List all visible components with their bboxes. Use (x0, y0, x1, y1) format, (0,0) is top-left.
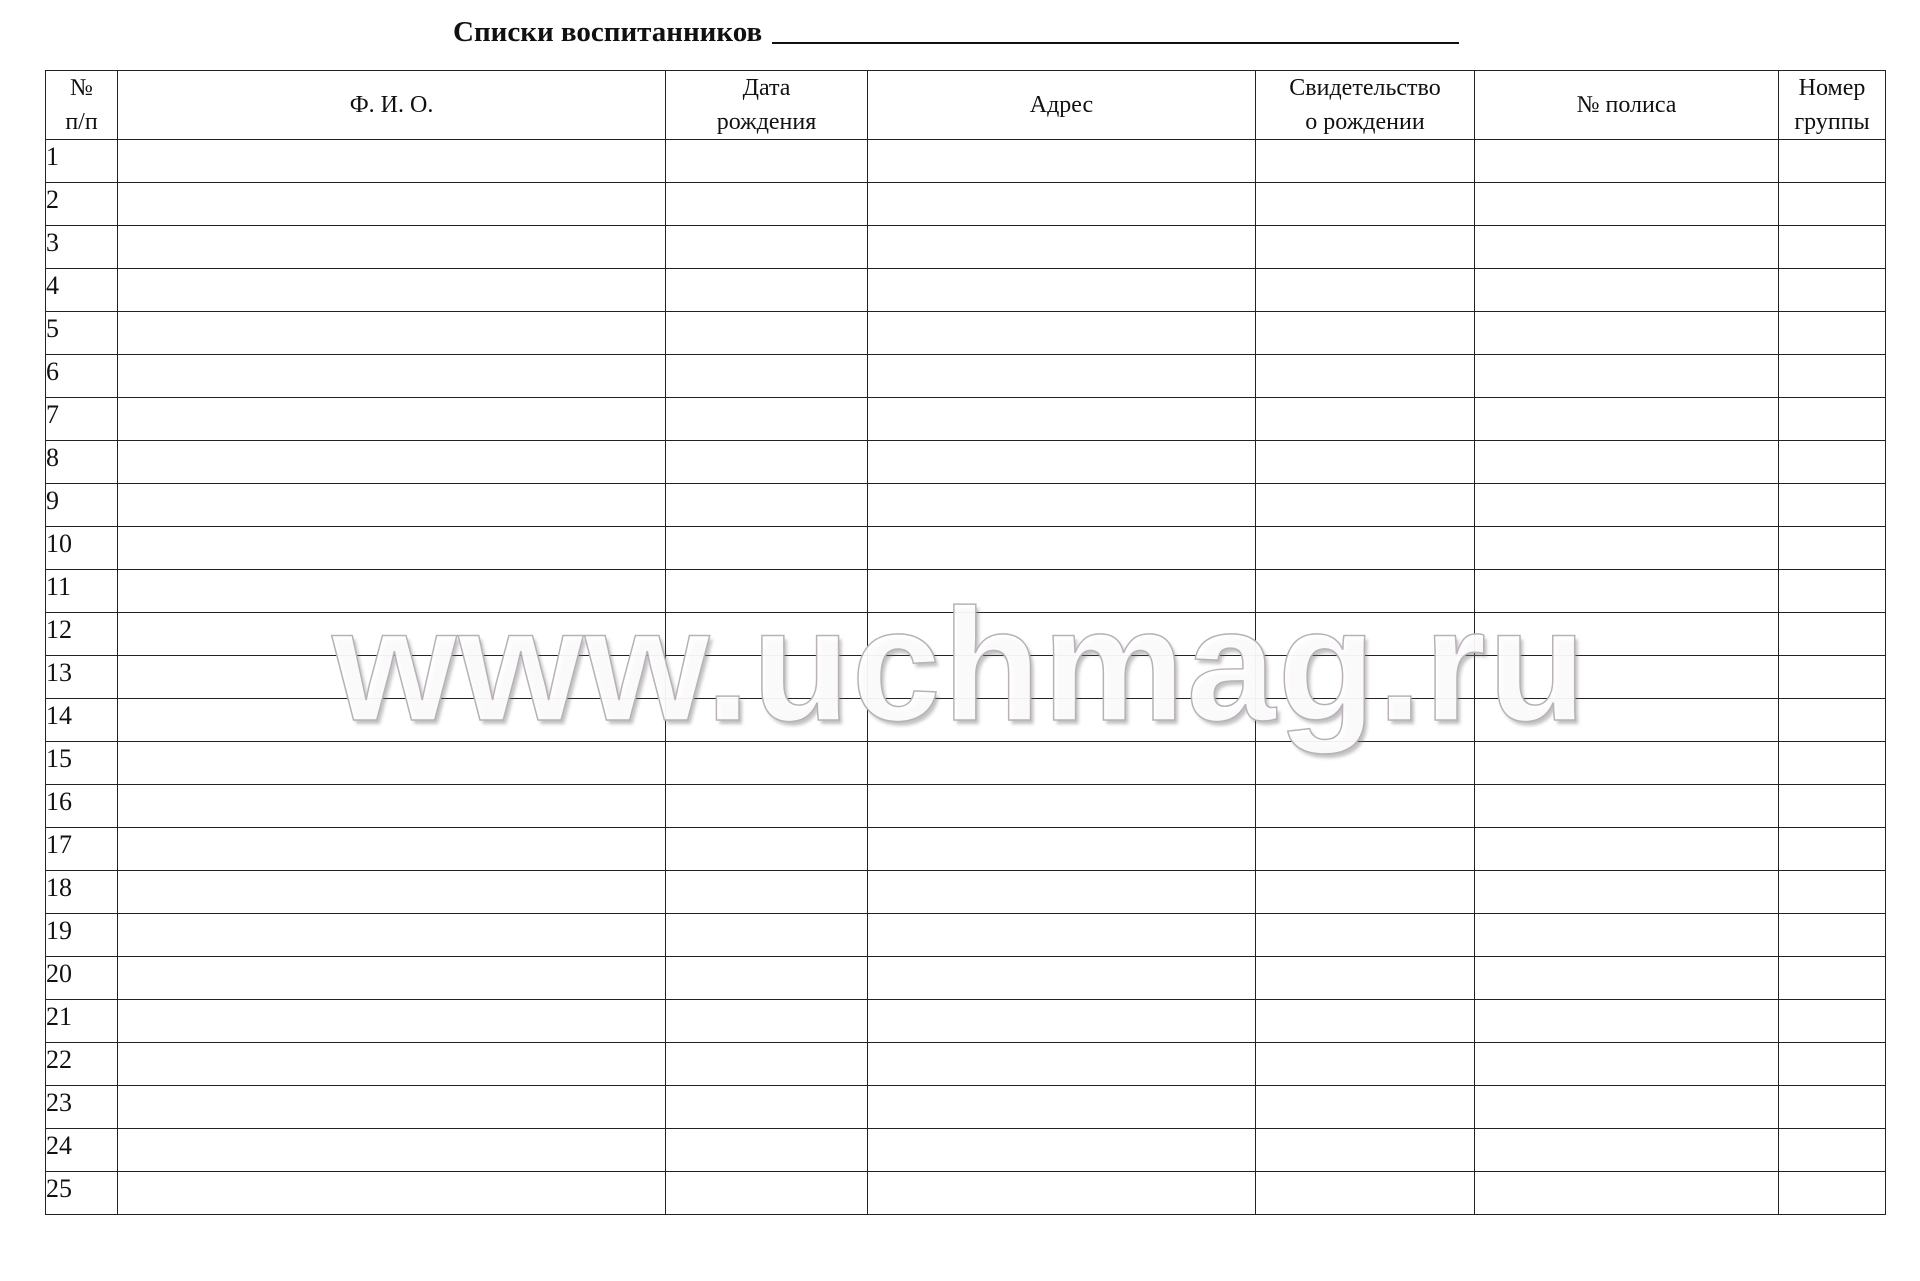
row-number-cell: 12 (46, 613, 118, 656)
table-row (46, 871, 1886, 914)
table-row (46, 1172, 1886, 1215)
row-number-cell: 16 (46, 785, 118, 828)
column-header-address (868, 71, 1256, 140)
table-row (46, 613, 1886, 656)
address-cell[interactable] (868, 269, 1256, 312)
birth-date-cell[interactable] (666, 871, 868, 914)
table-row (46, 957, 1886, 1000)
group-number-cell[interactable] (1779, 398, 1886, 441)
table-row (46, 914, 1886, 957)
table-row (46, 484, 1886, 527)
row-number-cell: 17 (46, 828, 118, 871)
column-header-policy-number (1475, 71, 1779, 140)
group-number-cell[interactable] (1779, 269, 1886, 312)
birth-date-cell[interactable] (666, 914, 868, 957)
table-row (46, 527, 1886, 570)
birth-certificate-cell[interactable] (1256, 957, 1475, 1000)
row-number-cell: 2 (46, 183, 118, 226)
group-number-cell[interactable] (1779, 441, 1886, 484)
full-name-cell[interactable] (118, 1129, 666, 1172)
policy-number-cell[interactable] (1475, 742, 1779, 785)
table-row (46, 828, 1886, 871)
birth-certificate-cell[interactable] (1256, 441, 1475, 484)
table-row (46, 312, 1886, 355)
address-cell[interactable] (868, 957, 1256, 1000)
group-number-cell[interactable] (1779, 914, 1886, 957)
group-number-cell[interactable] (1779, 1043, 1886, 1086)
table-row (46, 226, 1886, 269)
full-name-cell[interactable] (118, 269, 666, 312)
policy-number-cell[interactable] (1475, 1043, 1779, 1086)
group-number-cell[interactable] (1779, 656, 1886, 699)
birth-certificate-cell[interactable] (1256, 269, 1475, 312)
address-cell[interactable] (868, 785, 1256, 828)
address-cell[interactable] (868, 355, 1256, 398)
birth-certificate-cell[interactable] (1256, 699, 1475, 742)
birth-certificate-cell[interactable] (1256, 1086, 1475, 1129)
page-title: Списки воспитанников (453, 16, 763, 48)
column-header-birth-certificate (1256, 71, 1475, 140)
full-name-cell[interactable] (118, 742, 666, 785)
address-cell[interactable] (868, 484, 1256, 527)
full-name-cell[interactable] (118, 398, 666, 441)
birth-certificate-cell[interactable] (1256, 527, 1475, 570)
group-number-cell[interactable] (1779, 871, 1886, 914)
birth-certificate-cell[interactable] (1256, 656, 1475, 699)
birth-date-cell[interactable] (666, 656, 868, 699)
group-number-cell[interactable] (1779, 1172, 1886, 1215)
row-number-cell: 24 (46, 1129, 118, 1172)
group-number-cell[interactable] (1779, 1086, 1886, 1129)
column-header-line: о рождении (1305, 109, 1425, 135)
column-header-group-number (1779, 71, 1886, 140)
policy-number-cell[interactable] (1475, 656, 1779, 699)
policy-number-cell[interactable] (1475, 226, 1779, 269)
birth-date-cell[interactable] (666, 613, 868, 656)
table-body (46, 140, 1886, 1215)
birth-certificate-cell[interactable] (1256, 398, 1475, 441)
group-number-cell[interactable] (1779, 742, 1886, 785)
full-name-cell[interactable] (118, 183, 666, 226)
birth-certificate-cell[interactable] (1256, 140, 1475, 183)
birth-certificate-cell[interactable] (1256, 312, 1475, 355)
row-number-cell: 9 (46, 484, 118, 527)
group-number-cell[interactable] (1779, 957, 1886, 1000)
birth-date-cell[interactable] (666, 570, 868, 613)
group-number-cell[interactable] (1779, 1129, 1886, 1172)
table-row (46, 742, 1886, 785)
policy-number-cell[interactable] (1475, 871, 1779, 914)
table-row (46, 140, 1886, 183)
row-number-cell: 14 (46, 699, 118, 742)
page-header (453, 10, 1459, 50)
birth-date-cell[interactable] (666, 269, 868, 312)
policy-number-cell[interactable] (1475, 1129, 1779, 1172)
table-row (46, 1129, 1886, 1172)
column-header-line: Адрес (1029, 92, 1094, 118)
group-number-cell[interactable] (1779, 613, 1886, 656)
policy-number-cell[interactable] (1475, 398, 1779, 441)
birth-certificate-cell[interactable] (1256, 613, 1475, 656)
header-row (46, 71, 1886, 140)
address-cell[interactable] (868, 699, 1256, 742)
policy-number-cell[interactable] (1475, 613, 1779, 656)
address-cell[interactable] (868, 871, 1256, 914)
birth-certificate-cell[interactable] (1256, 914, 1475, 957)
birth-date-cell[interactable] (666, 140, 868, 183)
column-header-line: Ф. И. О. (349, 92, 434, 118)
policy-number-cell[interactable] (1475, 312, 1779, 355)
column-header-line: п/п (65, 109, 98, 135)
birth-certificate-cell[interactable] (1256, 484, 1475, 527)
full-name-cell[interactable] (118, 914, 666, 957)
birth-date-cell[interactable] (666, 355, 868, 398)
column-header-full-name (118, 71, 666, 140)
address-cell[interactable] (868, 656, 1256, 699)
birth-date-cell[interactable] (666, 785, 868, 828)
full-name-cell[interactable] (118, 613, 666, 656)
full-name-cell[interactable] (118, 226, 666, 269)
group-number-cell[interactable] (1779, 355, 1886, 398)
row-number-cell: 13 (46, 656, 118, 699)
row-number-cell: 22 (46, 1043, 118, 1086)
address-cell[interactable] (868, 613, 1256, 656)
birth-date-cell[interactable] (666, 1043, 868, 1086)
column-header-line: № (70, 75, 93, 101)
birth-date-cell[interactable] (666, 226, 868, 269)
row-number-cell: 8 (46, 441, 118, 484)
full-name-cell[interactable] (118, 828, 666, 871)
full-name-cell[interactable] (118, 1172, 666, 1215)
row-number-cell: 11 (46, 570, 118, 613)
title-fill-in-line[interactable] (772, 42, 1459, 44)
group-number-cell[interactable] (1779, 699, 1886, 742)
table-row (46, 1086, 1886, 1129)
birth-date-cell[interactable] (666, 441, 868, 484)
policy-number-cell[interactable] (1475, 699, 1779, 742)
address-cell[interactable] (868, 140, 1256, 183)
group-number-cell[interactable] (1779, 527, 1886, 570)
address-cell[interactable] (868, 1043, 1256, 1086)
address-cell[interactable] (868, 1086, 1256, 1129)
row-number-cell: 15 (46, 742, 118, 785)
full-name-cell[interactable] (118, 1086, 666, 1129)
address-cell[interactable] (868, 828, 1256, 871)
address-cell[interactable] (868, 441, 1256, 484)
policy-number-cell[interactable] (1475, 527, 1779, 570)
full-name-cell[interactable] (118, 570, 666, 613)
group-number-cell[interactable] (1779, 226, 1886, 269)
row-number-cell: 10 (46, 527, 118, 570)
policy-number-cell[interactable] (1475, 914, 1779, 957)
full-name-cell[interactable] (118, 1043, 666, 1086)
birth-certificate-cell[interactable] (1256, 1172, 1475, 1215)
column-header-line: Дата (742, 75, 791, 101)
address-cell[interactable] (868, 312, 1256, 355)
address-cell[interactable] (868, 398, 1256, 441)
full-name-cell[interactable] (118, 441, 666, 484)
group-number-cell[interactable] (1779, 570, 1886, 613)
pupils-list-table (45, 70, 1886, 1215)
group-number-cell[interactable] (1779, 312, 1886, 355)
birth-date-cell[interactable] (666, 957, 868, 1000)
column-header-line: группы (1794, 109, 1870, 135)
row-number-cell: 4 (46, 269, 118, 312)
row-number-cell: 7 (46, 398, 118, 441)
birth-date-cell[interactable] (666, 1000, 868, 1043)
address-cell[interactable] (868, 570, 1256, 613)
watermark: www.uchmag.ru (332, 575, 1588, 754)
birth-date-cell[interactable] (666, 484, 868, 527)
row-number-cell: 6 (46, 355, 118, 398)
policy-number-cell[interactable] (1475, 183, 1779, 226)
group-number-cell[interactable] (1779, 785, 1886, 828)
row-number-cell: 25 (46, 1172, 118, 1215)
group-number-cell[interactable] (1779, 1000, 1886, 1043)
birth-certificate-cell[interactable] (1256, 785, 1475, 828)
birth-date-cell[interactable] (666, 699, 868, 742)
column-header-birth-date (666, 71, 868, 140)
table-row (46, 785, 1886, 828)
birth-certificate-cell[interactable] (1256, 355, 1475, 398)
full-name-cell[interactable] (118, 1000, 666, 1043)
full-name-cell[interactable] (118, 785, 666, 828)
birth-date-cell[interactable] (666, 742, 868, 785)
policy-number-cell[interactable] (1475, 785, 1779, 828)
policy-number-cell[interactable] (1475, 828, 1779, 871)
row-number-cell: 1 (46, 140, 118, 183)
table-row (46, 1000, 1886, 1043)
table-row (46, 183, 1886, 226)
table-row (46, 570, 1886, 613)
birth-date-cell[interactable] (666, 1172, 868, 1215)
policy-number-cell[interactable] (1475, 570, 1779, 613)
birth-certificate-cell[interactable] (1256, 742, 1475, 785)
address-cell[interactable] (868, 527, 1256, 570)
full-name-cell[interactable] (118, 355, 666, 398)
row-number-cell: 20 (46, 957, 118, 1000)
birth-date-cell[interactable] (666, 527, 868, 570)
full-name-cell[interactable] (118, 484, 666, 527)
address-cell[interactable] (868, 226, 1256, 269)
policy-number-cell[interactable] (1475, 484, 1779, 527)
address-cell[interactable] (868, 742, 1256, 785)
group-number-cell[interactable] (1779, 140, 1886, 183)
row-number-cell: 23 (46, 1086, 118, 1129)
row-number-cell: 19 (46, 914, 118, 957)
table-row (46, 398, 1886, 441)
column-header-line: № полиса (1576, 92, 1677, 118)
birth-certificate-cell[interactable] (1256, 570, 1475, 613)
policy-number-cell[interactable] (1475, 269, 1779, 312)
table-row (46, 441, 1886, 484)
birth-date-cell[interactable] (666, 828, 868, 871)
full-name-cell[interactable] (118, 527, 666, 570)
full-name-cell[interactable] (118, 957, 666, 1000)
address-cell[interactable] (868, 1172, 1256, 1215)
address-cell[interactable] (868, 183, 1256, 226)
full-name-cell[interactable] (118, 699, 666, 742)
full-name-cell[interactable] (118, 656, 666, 699)
birth-certificate-cell[interactable] (1256, 1043, 1475, 1086)
birth-certificate-cell[interactable] (1256, 1000, 1475, 1043)
column-header-number (46, 71, 118, 140)
policy-number-cell[interactable] (1475, 140, 1779, 183)
address-cell[interactable] (868, 1000, 1256, 1043)
policy-number-cell[interactable] (1475, 1086, 1779, 1129)
birth-date-cell[interactable] (666, 312, 868, 355)
birth-date-cell[interactable] (666, 398, 868, 441)
address-cell[interactable] (868, 1129, 1256, 1172)
birth-certificate-cell[interactable] (1256, 871, 1475, 914)
address-cell[interactable] (868, 914, 1256, 957)
table-row (46, 1043, 1886, 1086)
policy-number-cell[interactable] (1475, 1000, 1779, 1043)
row-number-cell: 5 (46, 312, 118, 355)
table-row (46, 355, 1886, 398)
group-number-cell[interactable] (1779, 183, 1886, 226)
birth-certificate-cell[interactable] (1256, 226, 1475, 269)
birth-certificate-cell[interactable] (1256, 828, 1475, 871)
table-header (46, 71, 1886, 140)
table-row (46, 699, 1886, 742)
table-row (46, 656, 1886, 699)
birth-date-cell[interactable] (666, 183, 868, 226)
full-name-cell[interactable] (118, 140, 666, 183)
row-number-cell: 18 (46, 871, 118, 914)
column-header-line: рождения (716, 109, 817, 135)
group-number-cell[interactable] (1779, 828, 1886, 871)
table-row (46, 269, 1886, 312)
column-header-line: Номер (1798, 75, 1866, 101)
policy-number-cell[interactable] (1475, 1172, 1779, 1215)
full-name-cell[interactable] (118, 871, 666, 914)
full-name-cell[interactable] (118, 312, 666, 355)
birth-certificate-cell[interactable] (1256, 183, 1475, 226)
column-header-line: Свидетельство (1289, 75, 1441, 101)
row-number-cell: 21 (46, 1000, 118, 1043)
birth-date-cell[interactable] (666, 1129, 868, 1172)
birth-date-cell[interactable] (666, 1086, 868, 1129)
policy-number-cell[interactable] (1475, 355, 1779, 398)
group-number-cell[interactable] (1779, 484, 1886, 527)
policy-number-cell[interactable] (1475, 957, 1779, 1000)
row-number-cell: 3 (46, 226, 118, 269)
policy-number-cell[interactable] (1475, 441, 1779, 484)
birth-certificate-cell[interactable] (1256, 1129, 1475, 1172)
